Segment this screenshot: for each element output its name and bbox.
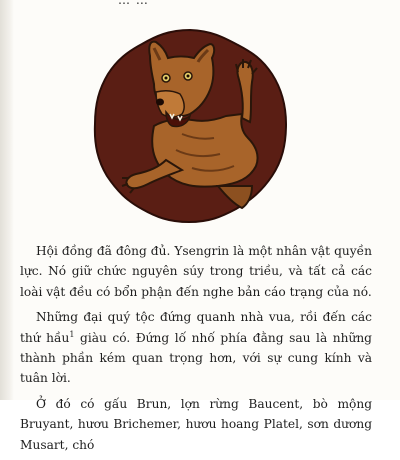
paragraph-2-part-1: Những đại quý tộc đứng quanh nhà vua, rồi đến các thứ hầu bbox=[20, 310, 372, 345]
paragraph-2 bbox=[20, 307, 372, 389]
cropped-top-text: … … bbox=[118, 0, 149, 7]
story-text bbox=[20, 241, 372, 460]
paragraph-1: Hội đồng đã đông đủ. Ysengrin là một nhân vật quyền lực. Nó giữ chức nguyên súy trong triều, và tất cả các loài vật đều có bổn phận đến nghe bản cáo trạng của nó. bbox=[20, 244, 372, 299]
wolf-nose bbox=[156, 99, 164, 106]
paragraph-2-part-2: giàu có. Đứng lố nhố phía đằng sau là những thành phần kém quan trọng hơn, với sự cung kính và tuân lời. bbox=[20, 330, 372, 386]
page-gutter-shadow bbox=[0, 0, 14, 400]
footnote-marker: 1 bbox=[69, 329, 75, 339]
wolf-illustration-icon bbox=[92, 28, 288, 224]
paragraph-3: Ở đó có gấu Brun, lợn rừng Baucent, bò mộng Bruyant, hươu Brichemer, hươu hoang Platel, sơn dương Musart, chó bbox=[20, 396, 372, 452]
